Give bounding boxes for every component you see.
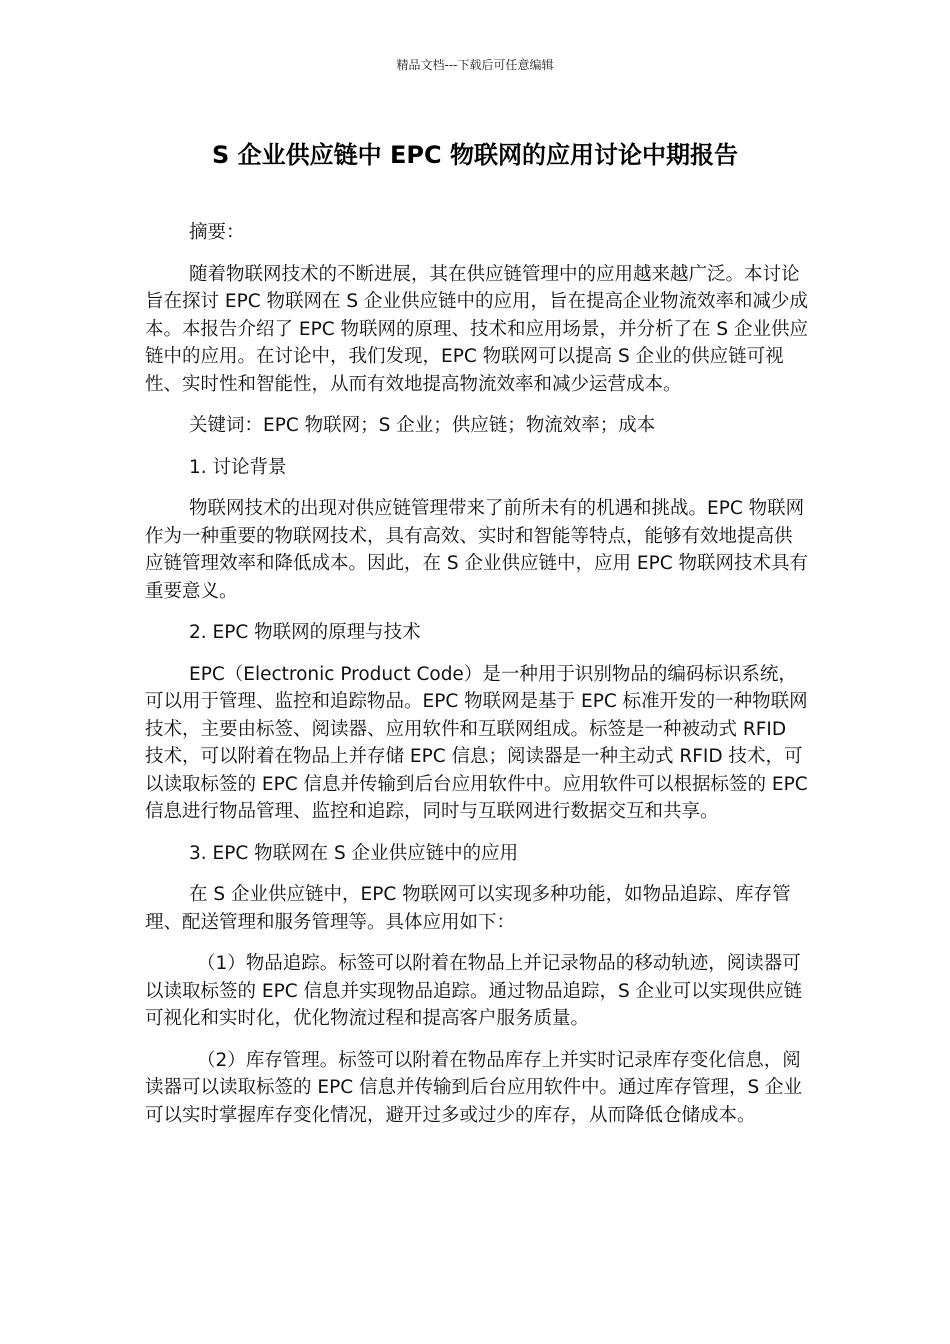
section-2-paragraph: EPC（Electronic Product Code）是一种用于识别物品的编码标识系统，可以用于管理、监控和追踪物品。EPC 物联网是基于 EPC 标准开发的一种物联网技术，主要由标签、阅读器、应用软件和互联网组成。标签是一种被动式 RFID 技术，可以附着在物品上并存储 EPC 信息；阅读器是一种主动式 RFID 技术，可以读取标签的 EPC 信息并传输到后台应用软件中。应用软件可以根据标签的 EPC 信息进行物品管理、监控和追踪，同时与互联网进行数据交互和共享。 <box>145 663 808 822</box>
section-2-heading: 2. EPC 物联网的原理与技术 <box>189 622 421 643</box>
document-body <box>145 219 810 1143</box>
section-3-intro: 在 S 企业供应链中，EPC 物联网可以实现多种功能，如物品追踪、库存管理、配送管理和服务管理等。具体应用如下： <box>145 884 791 933</box>
list-item-inventory: （2）库存管理。标签可以附着在物品库存上并实时记录库存变化信息，阅读器可以读取标签的 EPC 信息并传输到后台应用软件中。通过库存管理，S 企业可以实时掌握库存变化情况，避开过多或过少的库存，从而降低仓储成本。 <box>145 1049 803 1126</box>
section-3-heading: 3. EPC 物联网在 S 企业供应链中的应用 <box>189 842 519 864</box>
list-item-tracking: （1）物品追踪。标签可以附着在物品上并记录物品的移动轨迹，阅读器可以读取标签的 EPC 信息并实现物品追踪。通过物品追踪，S 企业可以实现供应链可视化和实时化，优化物流过程和提高客户服务质量。 <box>145 953 803 1029</box>
section-1-heading: 1. 讨论背景 <box>189 456 287 478</box>
abstract-label: 摘要： <box>189 222 245 243</box>
section-1-paragraph: 物联网技术的出现对供应链管理带来了前所未有的机遇和挑战。EPC 物联网作为一种重要的物联网技术，具有高效、实时和智能等特点，能够有效地提高供应链管理效率和降低成本。因此，在 S 企业供应链中，应用 EPC 物联网技术具有重要意义。 <box>145 498 809 602</box>
document-title: S 企业供应链中 EPC 物联网的应用讨论中期报告 <box>212 141 738 169</box>
abstract-paragraph: 随着物联网技术的不断进展，其在供应链管理中的应用越来越广泛。本讨论旨在探讨 EPC 物联网在 S 企业供应链中的应用，旨在提高企业物流效率和减少成本。本报告介绍了 EPC 物联网的原理、技术和应用场景，并分析了在 S 企业供应链中的应用。在讨论中，我们发现，EPC 物联网可以提高 S 企业的供应链可视性、实时性和智能性，从而有效地提高物流效率和减少运营成本。 <box>145 263 809 395</box>
keywords-line: 关键词：EPC 物联网；S 企业；供应链；物流效率；成本 <box>189 415 656 436</box>
header-note: 精品文档---下载后可任意编辑 <box>396 58 554 72</box>
